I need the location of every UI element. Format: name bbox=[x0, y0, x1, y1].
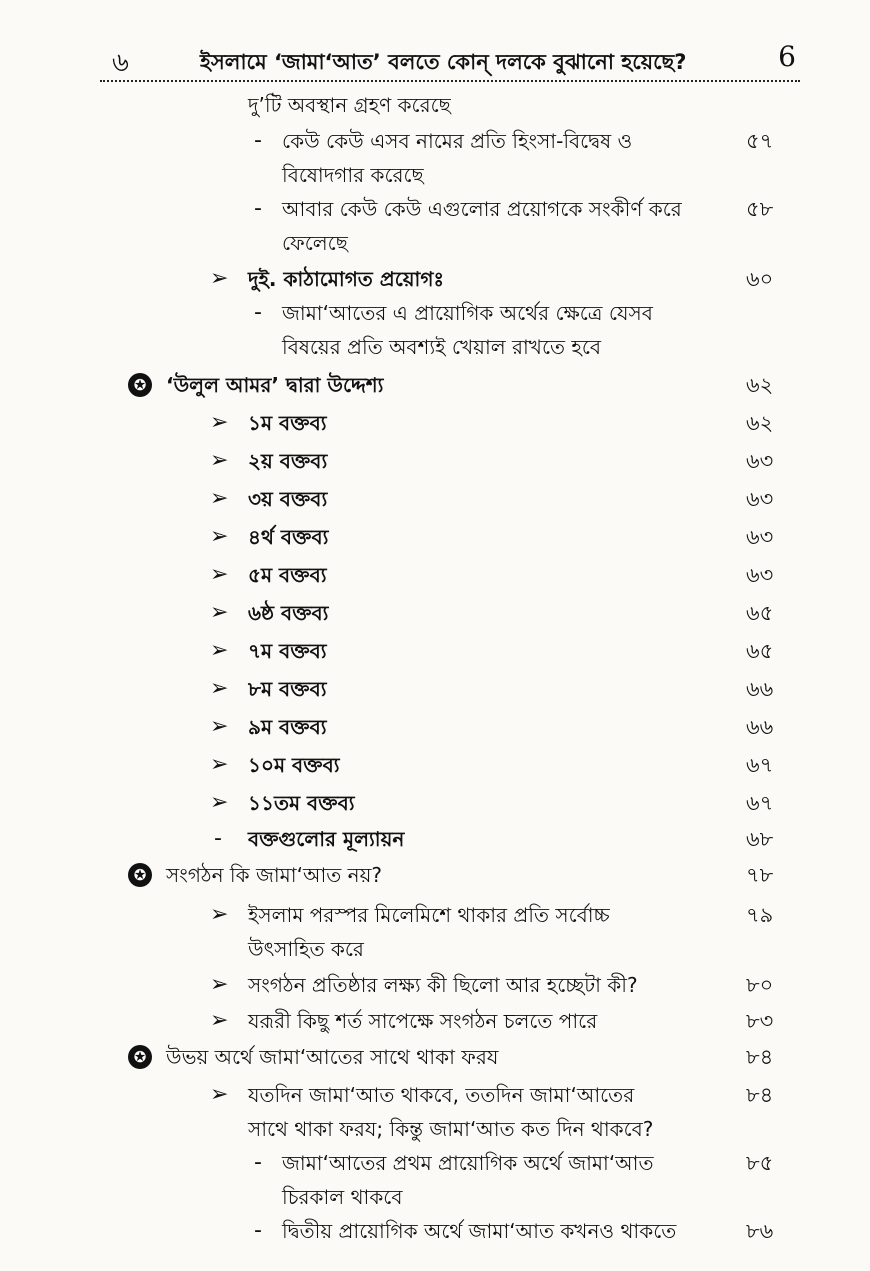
page-number: ৬৭ bbox=[746, 753, 774, 777]
arrow-marker: ➢ bbox=[210, 676, 229, 701]
entry-text: ১ম বক্তব্য bbox=[248, 411, 327, 435]
dash-marker: - bbox=[214, 826, 222, 851]
arrow-marker: ➢ bbox=[210, 486, 229, 511]
page-number: ৬৭ bbox=[746, 791, 774, 815]
page-number: ৬২ bbox=[746, 411, 774, 435]
section-heading: সংগঠন কি জামা‘আত নয়? bbox=[166, 863, 382, 887]
arrow-marker: ➢ bbox=[210, 790, 229, 815]
arrow-marker: ➢ bbox=[210, 448, 229, 473]
page-number: ৭৮ bbox=[746, 863, 774, 887]
entry-text: জামা‘আতের এ প্রায়োগিক অর্থের ক্ষেত্রে যেসব bbox=[282, 301, 653, 325]
arrow-marker: ➢ bbox=[210, 1082, 229, 1107]
arrow-marker: ➢ bbox=[210, 524, 229, 549]
arrow-marker: ➢ bbox=[210, 902, 229, 927]
entry-text: দ্বিতীয় প্রায়োগিক অর্থে জামা‘আত কখনও থাকতে bbox=[282, 1219, 677, 1243]
page-number: ৬৫ bbox=[746, 601, 774, 625]
section-heading: উভয় অর্থে জামা‘আতের সাথে থাকা ফরয bbox=[166, 1045, 499, 1069]
entry-text: জামা‘আতের প্রথম প্রায়োগিক অর্থে জামা‘আত bbox=[282, 1151, 654, 1175]
page-number: ৬৬ bbox=[746, 677, 774, 701]
entry-text: ২য় বক্তব্য bbox=[248, 449, 328, 473]
page-number: ৬২ bbox=[746, 373, 774, 397]
page-number: ৮০ bbox=[746, 973, 774, 997]
entry-text: ৭ম বক্তব্য bbox=[248, 639, 327, 663]
page-number: ৫৭ bbox=[746, 129, 774, 153]
header-page-number-bengali: ৬ bbox=[112, 48, 129, 78]
entry-text: যতদিন জামা‘আত থাকবে, ততদিন জামা‘আতের bbox=[248, 1083, 635, 1107]
page-number: ৬৩ bbox=[746, 563, 774, 587]
arrow-marker: ➢ bbox=[210, 972, 229, 997]
entry-text: আবার কেউ কেউ এগুলোর প্রয়োগকে সংকীর্ণ করে bbox=[282, 197, 682, 221]
entry-text-continued: সাথে থাকা ফরয; কিন্তু জামা‘আত কত দিন থাকবে? bbox=[248, 1117, 654, 1141]
page-number: ৬৩ bbox=[746, 525, 774, 549]
entry-text: ১০ম বক্তব্য bbox=[248, 753, 340, 777]
dash-marker: - bbox=[254, 128, 262, 153]
entry-text: ৫ম বক্তব্য bbox=[248, 563, 327, 587]
arrow-marker: ➢ bbox=[210, 714, 229, 739]
star-icon: ✪ bbox=[128, 1045, 152, 1069]
page-number: ৬৬ bbox=[746, 715, 774, 739]
entry-text: ইসলাম পরস্পর মিলেমিশে থাকার প্রতি সর্বোচ্চ bbox=[248, 903, 610, 927]
dash-marker: - bbox=[254, 1150, 262, 1175]
dash-marker: - bbox=[254, 1218, 262, 1243]
arrow-marker: ➢ bbox=[210, 638, 229, 663]
page-number: ৫৮ bbox=[746, 197, 774, 221]
page-number: ৬৫ bbox=[746, 639, 774, 663]
section-heading: ‘উলুল আমর’ দ্বারা উদ্দেশ্য bbox=[166, 373, 384, 397]
arrow-marker: ➢ bbox=[210, 752, 229, 777]
entry-text: ৬ষ্ঠ বক্তব্য bbox=[248, 601, 329, 625]
entry-text: সংগঠন প্রতিষ্ঠার লক্ষ্য কী ছিলো আর হচ্ছেটা কী? bbox=[248, 973, 638, 997]
page-number: ৬০ bbox=[746, 267, 774, 291]
entry-text: ১১তম বক্তব্য bbox=[248, 791, 355, 815]
page-number: ৮৪ bbox=[746, 1045, 774, 1069]
page-number: ৮৬ bbox=[746, 1219, 774, 1243]
entry-text-continued: বিষয়ের প্রতি অবশ্যই খেয়াল রাখতে হবে bbox=[282, 335, 602, 359]
page-number: ৬৮ bbox=[746, 827, 774, 851]
page-number: ৬৩ bbox=[746, 449, 774, 473]
entry-text: ৯ম বক্তব্য bbox=[248, 715, 327, 739]
entry-text: বক্তগুলোর মূল্যায়ন bbox=[248, 827, 405, 851]
running-title: ইসলামে ‘জামা‘আত’ বলতে কোন্ দলকে বুঝানো হয়েছে? bbox=[200, 50, 687, 74]
star-icon: ✪ bbox=[128, 863, 152, 887]
dash-marker: - bbox=[254, 300, 262, 325]
arrow-marker: ➢ bbox=[210, 562, 229, 587]
arrow-marker: ➢ bbox=[210, 600, 229, 625]
page-number: ৮৪ bbox=[746, 1083, 774, 1107]
entry-text: দুই. কাঠামোগত প্রয়োগঃ bbox=[248, 267, 445, 291]
entry-text: ৪র্থ বক্তব্য bbox=[248, 525, 329, 549]
entry-text: কেউ কেউ এসব নামের প্রতি হিংসা-বিদ্বেষ ও bbox=[282, 129, 633, 153]
entry-text-continued: ফেলেছে bbox=[282, 231, 348, 255]
page-number: ৮৩ bbox=[746, 1009, 774, 1033]
entry-text-continued: বিষোদগার করেছে bbox=[282, 163, 424, 187]
entry-text: যরূরী কিছু শর্ত সাপেক্ষে সংগঠন চলতে পারে bbox=[248, 1009, 598, 1033]
entry-text: ৩য় বক্তব্য bbox=[248, 487, 328, 511]
arrow-marker: ➢ bbox=[210, 266, 229, 291]
entry-text-continued: চিরকাল থাকবে bbox=[282, 1185, 403, 1209]
entry-text: ৮ম বক্তব্য bbox=[248, 677, 327, 701]
arrow-marker: ➢ bbox=[210, 1008, 229, 1033]
page-number: ৭৯ bbox=[746, 903, 774, 927]
star-icon: ✪ bbox=[128, 373, 152, 397]
page-number: ৮৫ bbox=[746, 1151, 774, 1175]
dash-marker: - bbox=[254, 196, 262, 221]
arrow-marker: ➢ bbox=[210, 410, 229, 435]
page-number: ৬৩ bbox=[746, 487, 774, 511]
header-page-number: 6 bbox=[778, 40, 796, 73]
entry-text-continued: উৎসাহিত করে bbox=[248, 937, 364, 961]
entry-text: দু’টি অবস্থান গ্রহণ করেছে bbox=[248, 93, 451, 117]
